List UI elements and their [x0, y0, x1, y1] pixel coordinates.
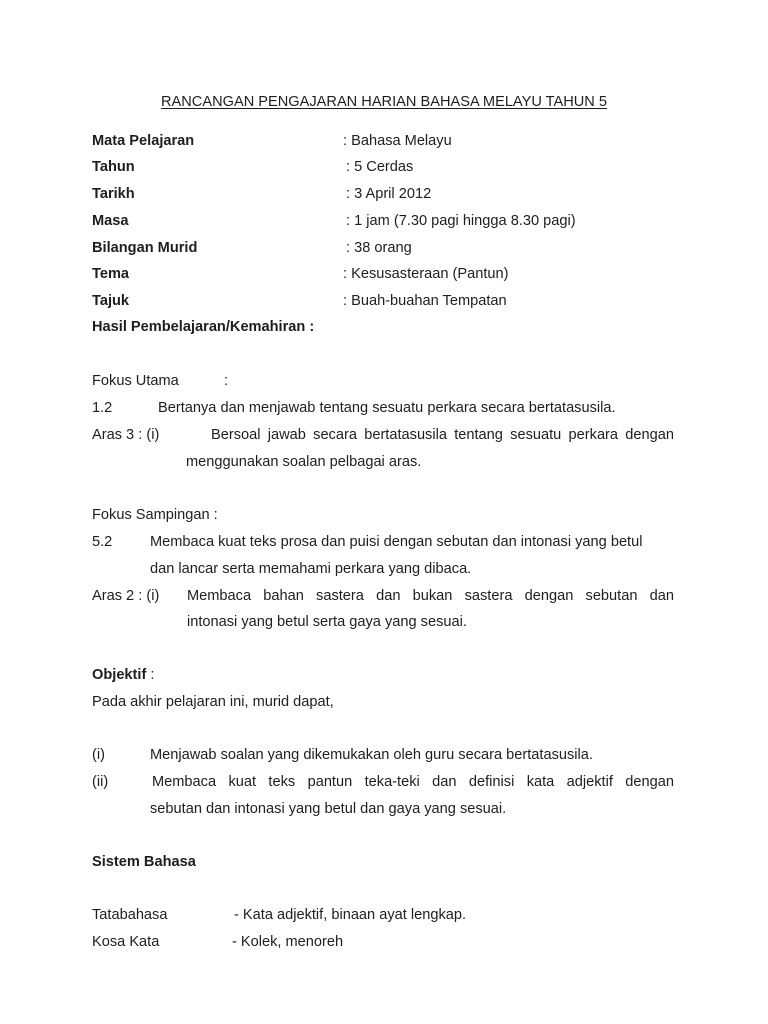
info-value: : Buah-buahan Tempatan — [343, 293, 507, 309]
fokus-utama-label: Fokus Utama — [92, 373, 179, 389]
fokus-utama-aras-line: menggunakan soalan pelbagai aras. — [186, 454, 422, 470]
fokus-utama-aras-line: Bersoal jawab secara bertatasusila tentang sesuatu perkara dengan — [211, 427, 674, 443]
info-label: Masa — [92, 213, 129, 229]
sistem-bahasa-value: - Kolek, menoreh — [232, 934, 344, 950]
objektif-marker: (i) — [92, 747, 105, 763]
info-label: Tajuk — [92, 293, 130, 309]
info-label: Tarikh — [92, 186, 135, 202]
info-value: : 1 jam (7.30 pagi hingga 8.30 pagi) — [346, 213, 576, 229]
sistem-bahasa-label: Tatabahasa — [92, 907, 168, 923]
fokus-utama-number: 1.2 — [92, 400, 113, 416]
objektif-intro: Pada akhir pelajaran ini, murid dapat, — [92, 694, 334, 710]
fokus-sampingan-text: dan lancar serta memahami perkara yang dibaca. — [150, 561, 472, 577]
info-value: : Bahasa Melayu — [343, 133, 452, 149]
info-label: Tahun — [92, 159, 135, 175]
objektif-marker: (ii) — [92, 774, 109, 790]
fokus-sampingan-number: 5.2 — [92, 534, 113, 550]
fokus-utama-aras-label: Aras 3 : (i) — [92, 427, 160, 443]
sistem-bahasa-heading: Sistem Bahasa — [92, 854, 196, 870]
objektif-heading-line — [92, 666, 154, 684]
fokus-sampingan-aras-label: Aras 2 : (i) — [92, 588, 160, 604]
objektif-colon: : — [146, 667, 155, 683]
objektif-item-text: sebutan dan intonasi yang betul dan gaya yang sesuai. — [150, 801, 507, 817]
fokus-sampingan-aras-line: Membaca bahan sastera dan bukan sastera dengan sebutan dan — [187, 588, 674, 604]
sistem-bahasa-label: Kosa Kata — [92, 934, 160, 950]
info-label: Bilangan Murid — [92, 240, 198, 256]
fokus-utama-colon: : — [224, 373, 229, 389]
objektif-item-text: Membaca kuat teks pantun teka-teki dan definisi kata adjektif dengan — [152, 774, 674, 790]
info-label: Mata Pelajaran — [92, 133, 195, 149]
fokus-sampingan-label: Fokus Sampingan : — [92, 507, 218, 523]
document-title: RANCANGAN PENGAJARAN HARIAN BAHASA MELAYU TAHUN 5 — [160, 94, 608, 110]
info-value: : 38 orang — [346, 240, 412, 256]
sistem-bahasa-value: - Kata adjektif, binaan ayat lengkap. — [234, 907, 467, 923]
info-value: : 3 April 2012 — [346, 186, 432, 202]
fokus-sampingan-text: Membaca kuat teks prosa dan puisi dengan sebutan dan intonasi yang betul — [150, 534, 643, 550]
hasil-heading: Hasil Pembelajaran/Kemahiran : — [92, 319, 315, 335]
objektif-heading: Objektif — [92, 667, 147, 683]
info-label: Tema — [92, 266, 130, 282]
fokus-sampingan-aras-line: intonasi yang betul serta gaya yang sesuai. — [187, 614, 467, 630]
fokus-utama-text: Bertanya dan menjawab tentang sesuatu perkara secara bertatasusila. — [158, 400, 616, 416]
objektif-item-text: Menjawab soalan yang dikemukakan oleh guru secara bertatasusila. — [150, 747, 593, 763]
info-value: : Kesusasteraan (Pantun) — [343, 266, 509, 282]
info-value: : 5 Cerdas — [346, 159, 414, 175]
